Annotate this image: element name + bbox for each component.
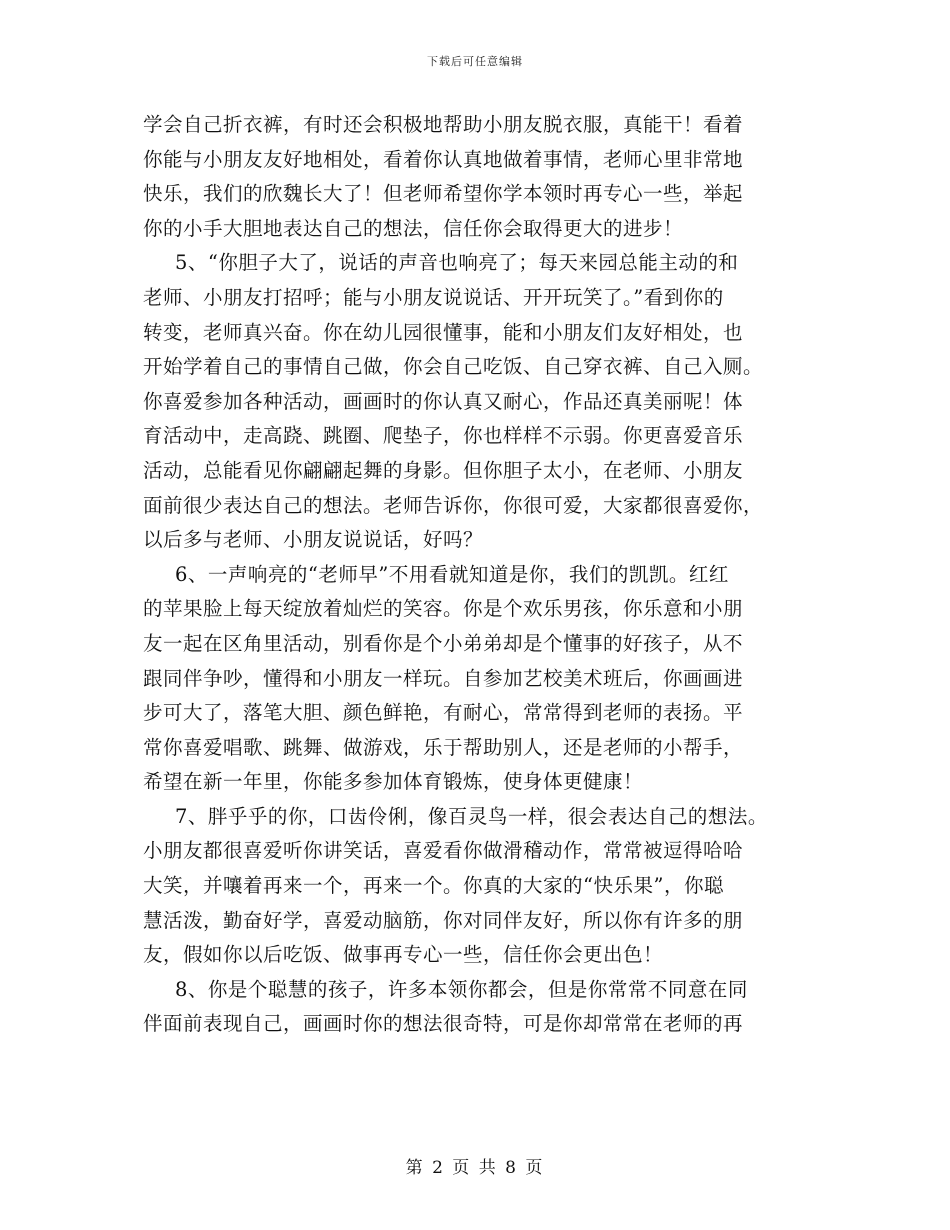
text-line: 步可大了，落笔大胆、颜色鲜艳，有耐心，常常得到老师的表扬。平 [143, 701, 744, 725]
text-line: 友，假如你以后吃饭、做事再专心一些，信任你会更出色！ [143, 943, 664, 967]
text-line: 面前很少表达自己的想法。老师告诉你，你很可爱，大家都很喜爱你， [143, 493, 764, 517]
text-line: 8、你是个聪慧的孩子，许多本领你都会，但是你常常不同意在同 [175, 977, 748, 1001]
text-line: 育活动中，走高跷、跳圈、爬垫子，你也样样不示弱。你更喜爱音乐 [143, 424, 744, 448]
text-line: 老师、小朋友打招呼；能与小朋友说说话、开开玩笑了。”看到你的 [143, 285, 724, 309]
text-line: 常你喜爱唱歌、跳舞、做游戏，乐于帮助别人，还是老师的小帮手， [143, 735, 744, 759]
text-line: 你的小手大胆地表达自己的想法，信任你会取得更大的进步！ [143, 216, 684, 240]
text-line: 希望在新一年里，你能多参加体育锻炼，使身体更健康！ [143, 770, 644, 794]
text-line: 的苹果脸上每天绽放着灿烂的笑容。你是个欢乐男孩，你乐意和小朋 [143, 597, 744, 621]
text-line: 6、一声响亮的“老师早”不用看就知道是你，我们的凯凯。红红 [175, 562, 729, 586]
page-header: 下载后可任意编辑 [427, 55, 523, 68]
text-line: 5、“你胆子大了，说话的声音也响亮了；每天来园总能主动的和 [175, 251, 739, 275]
text-line: 小朋友都很喜爱听你讲笑话，喜爱看你做滑稽动作，常常被逗得哈哈 [143, 839, 744, 863]
text-line: 慧活泼，勤奋好学，喜爱动脑筋，你对同伴友好，所以你有许多的朋 [143, 908, 744, 932]
text-line: 转变，老师真兴奋。你在幼儿园很懂事，能和小朋友们友好相处，也 [143, 320, 744, 344]
text-line: 你能与小朋友友好地相处，看着你认真地做着事情，老师心里非常地 [143, 147, 744, 171]
text-line: 伴面前表现自己，画画时你的想法很奇特，可是你却常常在老师的再 [143, 1012, 744, 1036]
text-line: 活动，总能看见你翩翩起舞的身影。但你胆子太小，在老师、小朋友 [143, 458, 744, 482]
text-line: 大笑，并嚷着再来一个，再来一个。你真的大家的“快乐果”，你聪 [143, 874, 724, 898]
text-line: 友一起在区角里活动，别看你是个小弟弟却是个懂事的好孩子，从不 [143, 631, 744, 655]
text-line: 开始学着自己的事情自己做，你会自己吃饭、自己穿衣裤、自己入厕。 [143, 355, 764, 379]
document-body [143, 108, 843, 1042]
text-line: 快乐，我们的欣魏长大了！但老师希望你学本领时再专心一些，举起 [143, 182, 744, 206]
text-line: 以后多与老师、小朋友说说话，好吗？ [143, 528, 484, 552]
text-line: 跟同伴争吵，懂得和小朋友一样玩。自参加艺校美术班后，你画画进 [143, 666, 744, 690]
text-line: 学会自己折衣裤，有时还会积极地帮助小朋友脱衣服，真能干！看着 [143, 113, 744, 136]
text-line: 你喜爱参加各种活动，画画时的你认真又耐心，作品还真美丽呢！体 [143, 389, 744, 413]
page-number: 第 2 页 共 8 页 [405, 1158, 545, 1178]
text-line: 7、胖乎乎的你，口齿伶俐，像百灵鸟一样，很会表达自己的想法。 [175, 804, 768, 828]
